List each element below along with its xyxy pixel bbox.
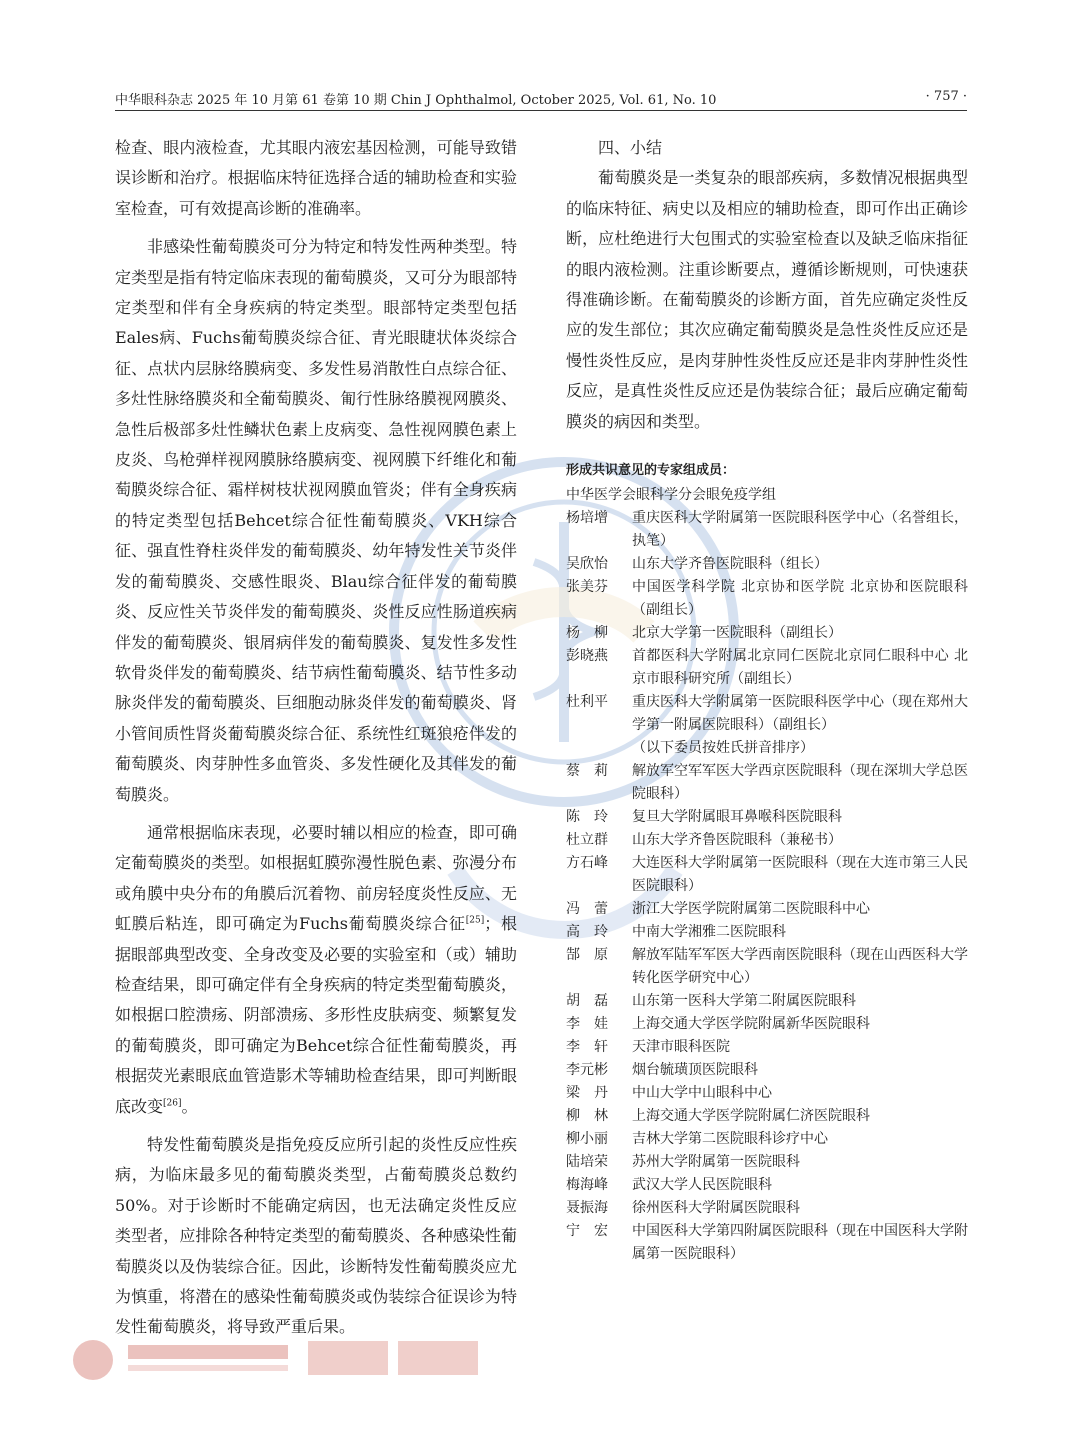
- member-name: 杜立群: [566, 832, 608, 848]
- member-row: [566, 1220, 968, 1266]
- member-row: [566, 1128, 968, 1151]
- member-affiliation: 山东大学齐鲁医院眼科（组长）: [632, 556, 828, 572]
- member-name: 胡 磊: [566, 993, 608, 1009]
- member-affiliation: 上海交通大学医学院附属新华医院眼科: [632, 1016, 870, 1032]
- members-title: 形成共识意见的专家组成员：: [566, 463, 736, 478]
- member-name: 郜 原: [566, 947, 608, 963]
- member-row: [566, 944, 968, 990]
- member-row: [566, 921, 968, 944]
- member-affiliation: 烟台毓璜顶医院眼科: [632, 1062, 758, 1078]
- member-name: 冯 蕾: [566, 901, 608, 917]
- reference-26[interactable]: [26]: [163, 1098, 182, 1109]
- right-column: [566, 133, 968, 437]
- member-name: 杨 柳: [566, 625, 608, 641]
- member-row: [566, 1059, 968, 1082]
- member-row: [566, 1151, 968, 1174]
- paragraph-summary: 葡萄膜炎是一类复杂的眼部疾病，多数情况根据典型的临床特征、病史以及相应的辅助检查，即可作出正确诊断，应杜绝进行大包围式的实验室检查以及缺乏临床指征的眼内液检测。注重诊断要点，遵循诊断规则，可快速获得准确诊断。在葡萄膜炎的诊断方面，首先应确定炎性反应的发生部位；其次应确定葡萄膜炎是急性炎性反应还是慢性炎性反应，是肉芽肿性炎性反应还是非肉芽肿性炎性反应，是真性炎性反应还是伪装综合征；最后应确定葡萄膜炎的病因和类型。: [566, 168, 968, 431]
- member-row: [566, 990, 968, 1013]
- member-row: [566, 553, 968, 576]
- member-row: [566, 852, 968, 898]
- member-affiliation: 中山大学中山眼科中心: [632, 1085, 772, 1101]
- members-list: [566, 760, 968, 1266]
- expert-members: [566, 462, 968, 1266]
- paragraph-continued: 检查、眼内液检查，尤其眼内液宏基因检测，可能导致错误诊断和治疗。根据临床特征选择合适的辅助检查和实验室检查，可有效提高诊断的准确率。: [115, 138, 517, 218]
- leaders-list: [566, 507, 968, 737]
- member-name: 高 玲: [566, 924, 608, 940]
- member-name: 聂振海: [566, 1200, 608, 1216]
- member-row: [566, 1197, 968, 1220]
- member-name: 梅海峰: [566, 1177, 608, 1193]
- member-name: 陆培荣: [566, 1154, 608, 1170]
- member-affiliation: 上海交通大学医学院附属仁济医院眼科: [632, 1108, 870, 1124]
- member-name: 彭晓燕: [566, 648, 608, 664]
- member-row: [566, 1036, 968, 1059]
- section-heading-summary: 四、小结: [598, 138, 663, 157]
- member-affiliation: 解放军空军军医大学西京医院眼科（现在深圳大学总医院眼科）: [632, 763, 968, 802]
- member-row: [566, 829, 968, 852]
- member-name: 吴欣怡: [566, 556, 608, 572]
- member-affiliation: 天津市眼科医院: [632, 1039, 730, 1055]
- member-affiliation: 北京大学第一医院眼科（副组长）: [632, 625, 842, 641]
- members-order-note: （以下委员按姓氏拼音排序）: [632, 740, 814, 756]
- member-row: [566, 1013, 968, 1036]
- member-row: [566, 691, 968, 737]
- member-name: 张美芬: [566, 579, 608, 595]
- member-affiliation: 大连医科大学附属第一医院眼科（现在大连市第三人民医院眼科）: [632, 855, 968, 894]
- members-group: 中华医学会眼科学分会眼免疫学组: [566, 487, 776, 503]
- member-affiliation: 武汉大学人民医院眼科: [632, 1177, 772, 1193]
- member-affiliation: 中南大学湘雅二医院眼科: [632, 924, 786, 940]
- member-affiliation: 山东大学齐鲁医院眼科（兼秘书）: [632, 832, 842, 848]
- member-name: 方石峰: [566, 855, 608, 871]
- member-row: [566, 898, 968, 921]
- member-row: [566, 576, 968, 622]
- member-row: [566, 1105, 968, 1128]
- member-affiliation: 中国医科大学第四附属医院眼科（现在中国医科大学附属第一医院眼科）: [632, 1223, 968, 1262]
- member-name: 梁 丹: [566, 1085, 608, 1101]
- member-affiliation: 浙江大学医学院附属第二医院眼科中心: [632, 901, 870, 917]
- member-affiliation: 中国医学科学院 北京协和医学院 北京协和医院眼科（副组长）: [632, 579, 968, 618]
- paragraph-idiopathic: 特发性葡萄膜炎是指免疫反应所引起的炎性反应性疾病，为临床最多见的葡萄膜炎类型，占葡萄膜炎总数约50%。对于诊断时不能确定病因，也无法确定炎性反应类型者，应排除各种特定类型的葡萄膜炎、各种感染性葡萄膜炎以及伪装综合征。因此，诊断特发性葡萄膜炎应尤为慎重，将潜在的感染性葡萄膜炎或伪装综合征误诊为特发性葡萄膜炎，将导致严重后果。: [115, 1135, 517, 1337]
- member-name: 宁 宏: [566, 1223, 608, 1239]
- member-name: 蔡 莉: [566, 763, 608, 779]
- running-header: [115, 86, 967, 111]
- journal-citation: 中华眼科杂志 2025 年 10 月第 61 卷第 10 期 Chin J Ophthalmol, October 2025, Vol. 61, No. 10: [115, 93, 717, 108]
- left-column: [115, 133, 517, 1343]
- member-name: 李 轩: [566, 1039, 608, 1055]
- member-name: 柳 林: [566, 1108, 608, 1124]
- member-row: [566, 622, 968, 645]
- member-affiliation: 首都医科大学附属北京同仁医院北京同仁眼科中心 北京市眼科研究所（副组长）: [632, 648, 968, 687]
- member-name: 李 娃: [566, 1016, 608, 1032]
- member-name: 陈 玲: [566, 809, 608, 825]
- member-row: [566, 1174, 968, 1197]
- member-name: 杜利平: [566, 694, 608, 710]
- reference-25[interactable]: [25]: [465, 915, 485, 926]
- page-number: · 757 ·: [925, 89, 967, 104]
- paragraph-diagnosis-by-type: 通常根据临床表现，必要时辅以相应的检查，即可确定葡萄膜炎的类型。如根据虹膜弥漫性脱色素、弥漫分布或角膜中央分布的角膜后沉着物、前房轻度炎性反应、无虹膜后粘连，即可确定为Fuchs葡萄膜炎综合征[25]；根据眼部典型改变、全身改变及必要的实验室和（或）辅助检查结果，即可确定伴有全身疾病的特定类型葡萄膜炎，如根据口腔溃疡、阴部溃疡、多形性皮肤病变、频繁复发的葡萄膜炎，即可确定为Behcet综合征性葡萄膜炎，再根据荧光素眼底血管造影术等辅助检查结果，即可判断眼底改变[26]。: [115, 822, 517, 1116]
- member-affiliation: 重庆医科大学附属第一医院眼科医学中心（现在郑州大学第一附属医院眼科）（副组长）: [632, 694, 968, 733]
- paragraph-noninfectious: 非感染性葡萄膜炎可分为特定和特发性两种类型。特定类型是指有特定临床表现的葡萄膜炎，又可分为眼部特定类型和伴有全身疾病的特定类型。眼部特定类型包括Eales病、Fuchs葡萄膜炎综合征、青光眼睫状体炎综合征、点状内层脉络膜病变、多发性易消散性白点综合征、多灶性脉络膜炎和全葡萄膜炎、匍行性脉络膜视网膜炎、急性后极部多灶性鳞状色素上皮病变、急性视网膜色素上皮炎、鸟枪弹样视网膜脉络膜病变、视网膜下纤维化和葡萄膜炎综合征、霜样树枝状视网膜血管炎；伴有全身疾病的特定类型包括Behcet综合征性葡萄膜炎、VKH综合征、强直性脊柱炎伴发的葡萄膜炎、幼年特发性关节炎伴发的葡萄膜炎、交感性眼炎、Blau综合征伴发的葡萄膜炎、反应性关节炎伴发的葡萄膜炎、炎性反应性肠道疾病伴发的葡萄膜炎、银屑病伴发的葡萄膜炎、复发性多发性软骨炎伴发的葡萄膜炎、结节病性葡萄膜炎、结节性多动脉炎伴发的葡萄膜炎、巨细胞动脉炎伴发的葡萄膜炎、肾小管间质性肾炎葡萄膜炎综合征、系统性红斑狼疮伴发的葡萄膜炎、肉芽肿性多血管炎、多发性硬化及其伴发的葡萄膜炎。: [115, 237, 517, 804]
- member-name: 柳小丽: [566, 1131, 608, 1147]
- member-row: [566, 806, 968, 829]
- member-affiliation: 苏州大学附属第一医院眼科: [632, 1154, 800, 1170]
- member-row: [566, 645, 968, 691]
- member-affiliation: 解放军陆军军医大学西南医院眼科（现在山西医科大学转化医学研究中心）: [632, 947, 968, 986]
- member-affiliation: 吉林大学第二医院眼科诊疗中心: [632, 1131, 828, 1147]
- member-row: [566, 507, 968, 553]
- member-row: [566, 1082, 968, 1105]
- member-affiliation: 山东第一医科大学第二附属医院眼科: [632, 993, 856, 1009]
- member-name: 杨培增: [566, 510, 608, 526]
- member-affiliation: 复旦大学附属眼耳鼻喉科医院眼科: [632, 809, 842, 825]
- member-name: 李元彬: [566, 1062, 608, 1078]
- member-row: [566, 760, 968, 806]
- member-affiliation: 重庆医科大学附属第一医院眼科医学中心（名誉组长，执笔）: [632, 510, 968, 549]
- member-affiliation: 徐州医科大学附属医院眼科: [632, 1200, 800, 1216]
